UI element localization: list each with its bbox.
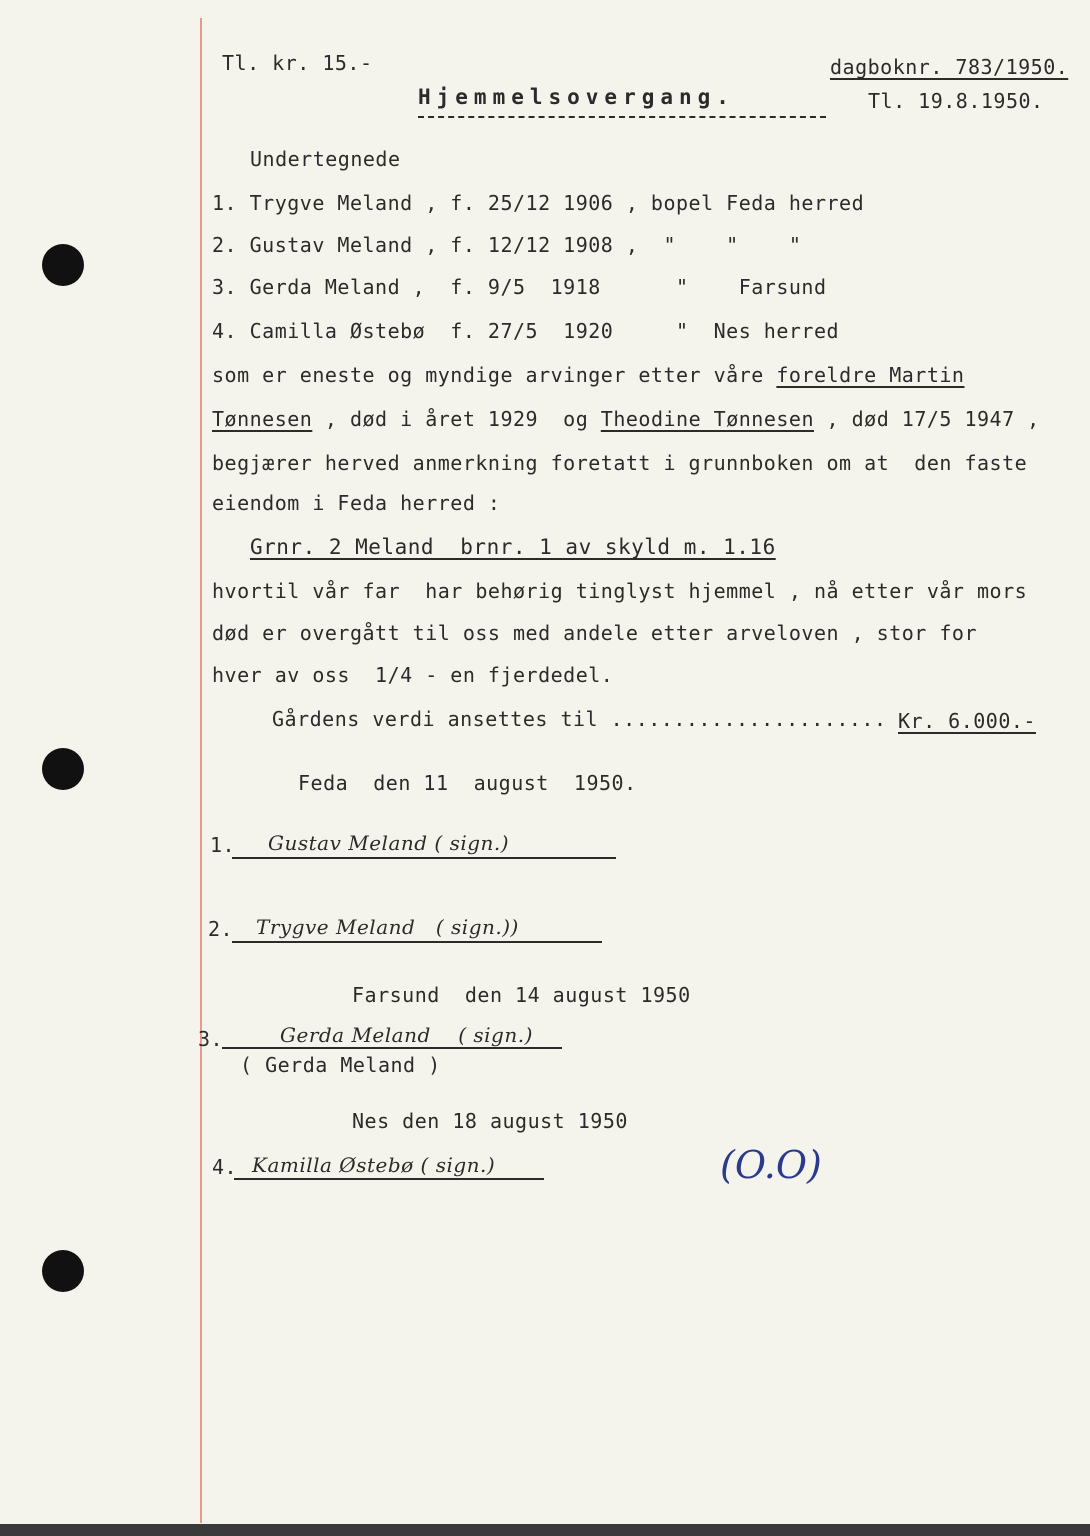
signature-1-number: 1. [210,833,236,857]
registration-date: Tl. 19.8.1950. [868,89,1044,113]
reference-number: Tl. kr. 15.- [222,51,373,75]
property-description: Grnr. 2 Meland brnr. 1 av skyld m. 1.16 [250,535,776,559]
heir-line-4: 4. Camilla Østebø f. 27/5 1920 " Nes herred [212,319,840,343]
margin-rule [200,18,202,1523]
punch-hole-top [42,244,84,286]
document-title: Hjemmelsovergang. [418,85,735,109]
body-line-4: eiendom i Feda herred : [212,491,501,515]
intro-word: Undertegnede [250,147,401,171]
signature-4-line [234,1178,544,1180]
signature-1: Gustav Meland ( sign.) [268,831,510,855]
signature-3-number: 3. [198,1027,224,1051]
heir-line-2: 2. Gustav Meland , f. 12/12 1908 , " " " [212,233,802,257]
signature-4-number: 4. [212,1155,238,1179]
signature-2-line [232,941,602,943]
para2-line-3: hver av oss 1/4 - en fjerdedel. [212,663,614,687]
punch-hole-bottom [42,1250,84,1292]
heir-line-1: 1. Trygve Meland , f. 25/12 1906 , bopel Feda herred [212,191,865,215]
place-date-feda: Feda den 11 august 1950. [298,771,637,795]
valuation-label: Gårdens verdi ansettes til ...................... [272,707,887,731]
signature-2-number: 2. [208,917,234,941]
signature-3-printed-name: ( Gerda Meland ) [240,1053,441,1077]
signature-4: Kamilla Østebø ( sign.) [252,1153,496,1177]
punch-hole-middle [42,748,84,790]
signature-1-line [232,857,616,859]
signature-3: Gerda Meland ( sign.) [280,1023,533,1047]
handwritten-initials: (O.O) [720,1143,822,1187]
body-line-1: som er eneste og myndige arvinger etter våre foreldre Martin [212,363,965,387]
signature-2: Trygve Meland ( sign.)) [256,915,519,939]
para2-line-2: død er overgått til oss med andele etter arveloven , stor for [212,621,978,645]
para2-line-1: hvortil vår far har behørig tinglyst hjemmel , nå etter vår mors [212,579,1028,603]
title-underline [418,116,826,118]
heir-line-3: 3. Gerda Meland , f. 9/5 1918 " Farsund [212,275,827,299]
signature-3-line [222,1047,562,1049]
journal-number: dagboknr. 783/1950. [830,55,1069,79]
place-date-nes: Nes den 18 august 1950 [352,1109,628,1133]
body-line-3: begjærer herved anmerkning foretatt i grunnboken om at den faste [212,451,1028,475]
body-line-2: Tønnesen , død i året 1929 og Theodine Tønnesen , død 17/5 1947 , [212,407,1040,431]
scan-bottom-edge [0,1524,1090,1536]
place-date-farsund: Farsund den 14 august 1950 [352,983,691,1007]
valuation-amount: Kr. 6.000.- [898,709,1036,733]
